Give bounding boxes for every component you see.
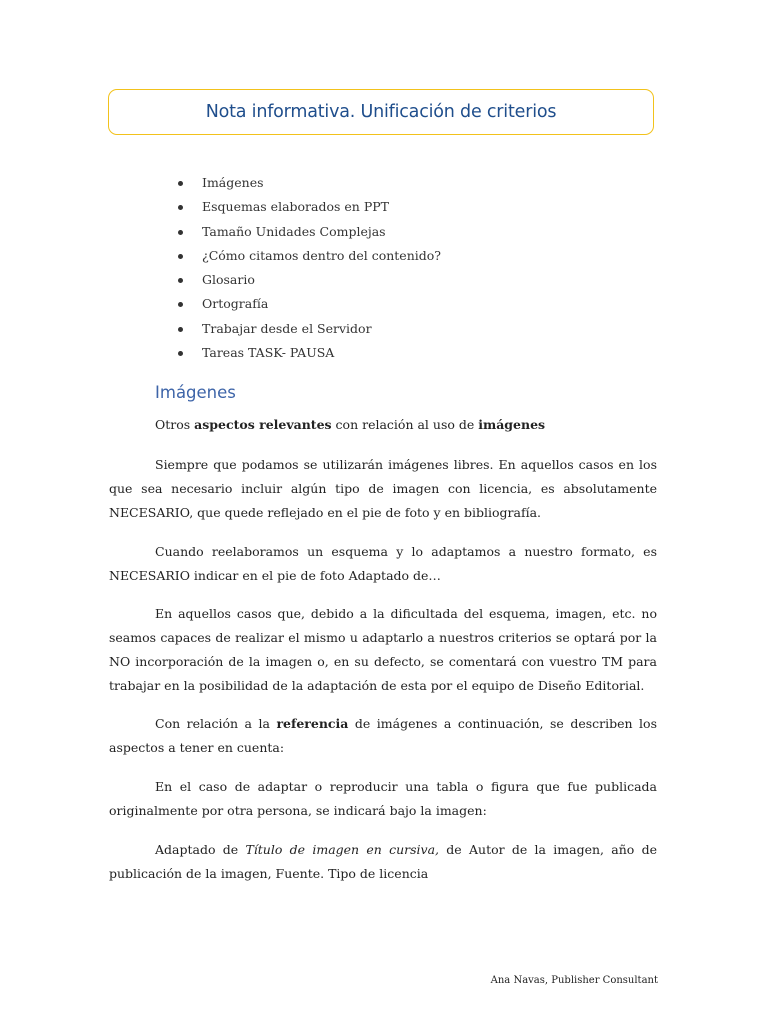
list-item	[176, 293, 441, 317]
bullet-icon	[178, 181, 183, 186]
paragraph-2: Cuando reelaboramos un esquema y lo adaptamos a nuestro formato, es NECESARIO indicar en el pie de foto Adaptado de…	[109, 544, 657, 583]
paragraph-5: En el caso de adaptar o reproducir una tabla o figura que fue publicada originalmente por otra persona, se indicará bajo la imagen:	[109, 779, 657, 818]
bullet-icon	[178, 205, 183, 210]
intro-text: Otros	[155, 417, 195, 432]
list-item-label: Imágenes	[202, 175, 264, 190]
list-item-label: Trabajar desde el Servidor	[202, 320, 372, 336]
section-heading: Imágenes	[155, 383, 236, 402]
topics-list	[176, 172, 441, 366]
list-item	[176, 221, 441, 245]
list-item-label: Tareas TASK- PAUSA	[202, 345, 335, 361]
list-item-label: Ortografía	[202, 296, 269, 312]
bullet-icon	[178, 254, 183, 259]
paragraph-text: de imágenes a continuación, se describen los aspectos a tener en cuenta:	[109, 716, 657, 755]
list-item-label: Glosario	[202, 272, 255, 288]
document-title: Nota informativa. Unificación de criterios	[205, 102, 557, 122]
list-item	[176, 318, 441, 342]
list-item-label: Tamaño Unidades Complejas	[202, 223, 386, 239]
list-item-label: ¿Cómo citamos dentro del contenido?	[202, 247, 441, 263]
paragraph-4	[109, 712, 657, 760]
paragraph-3: En aquellos casos que, debido a la dificultada del esquema, imagen, etc. no seamos capaces de realizar el mismo u adaptarlo a nuestros criterios se optará por la NO incorporación de la imagen o, en su defecto, se comentará con vuestro TM para trabajar en la posibilidad de la adaptación de esta por el equipo de Diseño Editorial.	[109, 606, 657, 693]
list-item	[176, 245, 441, 269]
list-item	[176, 172, 441, 196]
paragraph-6	[109, 838, 657, 886]
bullet-icon	[178, 278, 183, 283]
list-item	[176, 342, 441, 366]
page-footer: Ana Navas, Publisher Consultant	[490, 975, 658, 986]
paragraph-text: Adaptado de	[155, 842, 246, 857]
intro-bold-text: imágenes	[478, 417, 546, 432]
list-item	[176, 196, 441, 220]
list-item-label: Esquemas elaborados en PPT	[202, 199, 389, 215]
paragraph-italic-text: Título de imagen en cursiva,	[245, 842, 440, 857]
bullet-icon	[178, 351, 183, 356]
intro-bold-text: aspectos relevantes	[194, 417, 332, 432]
paragraph-bold-text: referencia	[276, 716, 349, 731]
paragraph-text: Con relación a la	[155, 716, 277, 731]
title-box	[108, 89, 654, 135]
bullet-icon	[178, 327, 183, 332]
intro-paragraph	[109, 413, 657, 437]
list-item	[176, 269, 441, 293]
paragraph-1: Siempre que podamos se utilizarán imágenes libres. En aquellos casos en los que sea necesario incluir algún tipo de imagen con licencia, es absolutamente NECESARIO, que quede reflejado en el pie de foto y en bibliografía.	[109, 457, 657, 520]
intro-text: con relación al uso de	[331, 417, 479, 432]
paragraph-text: de Autor de la imagen, año de publicación de la imagen, Fuente. Tipo de licencia	[109, 842, 657, 881]
bullet-icon	[178, 230, 183, 235]
bullet-icon	[178, 302, 183, 307]
